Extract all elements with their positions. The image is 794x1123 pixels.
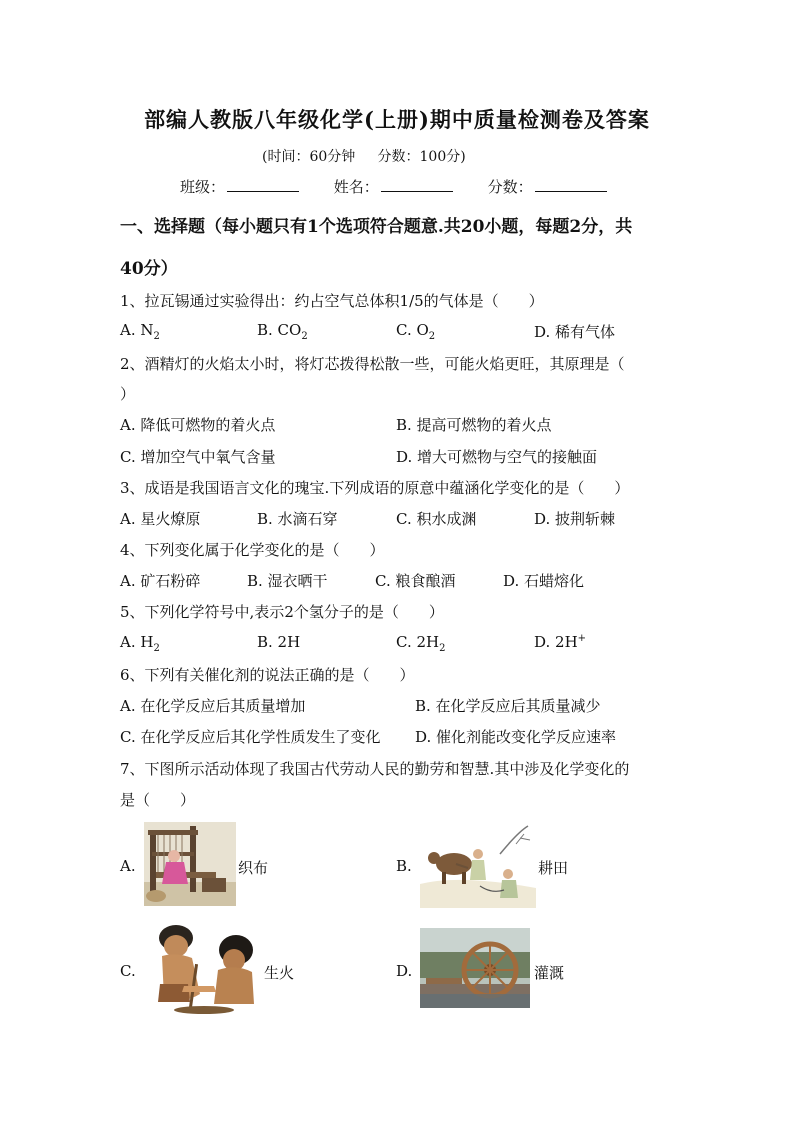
q6-option-d: D. 催化剂能改变化学反应速率 [415,728,617,746]
q6-option-c: C. 在化学反应后其化学性质发生了变化 [120,728,381,746]
question-1-stem: 1、拉瓦锡通过实验得出：约占空气总体积1/5的气体是（ ） [120,292,544,310]
q7-option-b-text: 耕田 [538,859,569,877]
q1-b-sub: 2 [301,331,308,342]
q1-option-a [120,321,160,342]
student-info-line [180,176,637,197]
question-3-stem: 3、成语是我国语言文化的瑰宝.下列成语的原意中蕴涵化学变化的是（ ） [120,479,630,497]
q7-option-c-text: 生火 [264,964,295,982]
question-6-stem: 6、下列有关催化剂的说法正确的是（ ） [120,666,415,684]
q5-d-sup: + [577,633,587,644]
q5-d-text: D. 2H [534,633,578,651]
q7-option-a-letter: A. [120,857,136,875]
name-label: 姓名： [333,178,379,196]
question-7-stem-cont: 是（ ） [120,791,196,809]
q5-option-d [534,633,586,651]
q4-option-a: A. 矿石粉碎 [120,572,201,590]
q1-a-sub: 2 [153,331,160,342]
q5-c-text: C. 2H [396,633,440,651]
q6-option-a: A. 在化学反应后其质量增加 [120,697,306,715]
q3-option-a: A. 星火燎原 [120,510,201,528]
q1-b-text: B. CO [257,321,302,339]
q5-option-a [120,633,160,654]
q5-a-text: A. H [120,633,154,651]
question-4-stem: 4、下列变化属于化学变化的是（ ） [120,541,385,559]
q4-option-d: D. 石蜡熔化 [503,572,585,590]
score-label: 分数： [487,178,533,196]
question-2-stem-cont: ） [120,385,136,403]
q2-option-c: C. 增加空气中氧气含量 [120,448,276,466]
q7-option-b-letter: B. [396,857,412,875]
q3-option-c: C. 积水成渊 [396,510,477,528]
water-wheel-image [420,928,530,1008]
q5-c-sub: 2 [439,643,446,654]
q4-option-b: B. 湿衣晒干 [247,572,328,590]
q7-option-d-text: 灌溉 [534,964,565,982]
q2-option-a: A. 降低可燃物的着火点 [120,416,276,434]
q1-option-b [257,321,308,342]
class-blank[interactable] [227,177,299,192]
q2-option-b: B. 提高可燃物的着火点 [396,416,552,434]
loom-weaving-image [144,822,236,906]
q3-option-d: D. 披荆斩棘 [534,510,616,528]
exam-subtitle: (时间：60分钟 分数：100分) [262,149,466,165]
class-label: 班级： [180,178,226,196]
q1-option-d: D. 稀有气体 [534,323,616,341]
ox-ploughing-image [420,824,536,908]
name-blank[interactable] [381,177,453,192]
q2-option-d: D. 增大可燃物与空气的接触面 [396,448,598,466]
q3-option-b: B. 水滴石穿 [257,510,338,528]
q1-c-text: C. O [396,321,429,339]
q1-a-text: A. N [120,321,154,339]
question-2-stem: 2、酒精灯的火焰太小时，将灯芯拨得松散一些，可能火焰更旺，其原理是（ [120,355,625,373]
q7-option-c-letter: C. [120,962,136,980]
q5-option-c [396,633,445,654]
q5-option-b: B. 2H [257,633,301,651]
q5-a-sub: 2 [153,643,160,654]
q1-option-c [396,321,435,342]
q7-option-a-text: 织布 [238,859,269,877]
section-heading-cont: 40分） [120,259,178,279]
question-7-stem: 7、下图所示活动体现了我国古代劳动人民的勤劳和智慧.其中涉及化学变化的 [120,760,630,778]
score-blank[interactable] [535,177,607,192]
making-fire-image [144,924,266,1014]
q1-c-sub: 2 [428,331,436,342]
q6-option-b: B. 在化学反应后其质量减少 [415,697,601,715]
section-heading: 一、选择题（每小题只有1个选项符合题意.共20小题，每题2分，共 [120,217,633,237]
q7-option-d-letter: D. [396,962,413,980]
page-title: 部编人教版八年级化学(上册)期中质量检测卷及答案 [144,107,650,132]
question-5-stem: 5、下列化学符号中,表示2个氢分子的是（ ） [120,603,444,621]
q4-option-c: C. 粮食酿酒 [375,572,456,590]
